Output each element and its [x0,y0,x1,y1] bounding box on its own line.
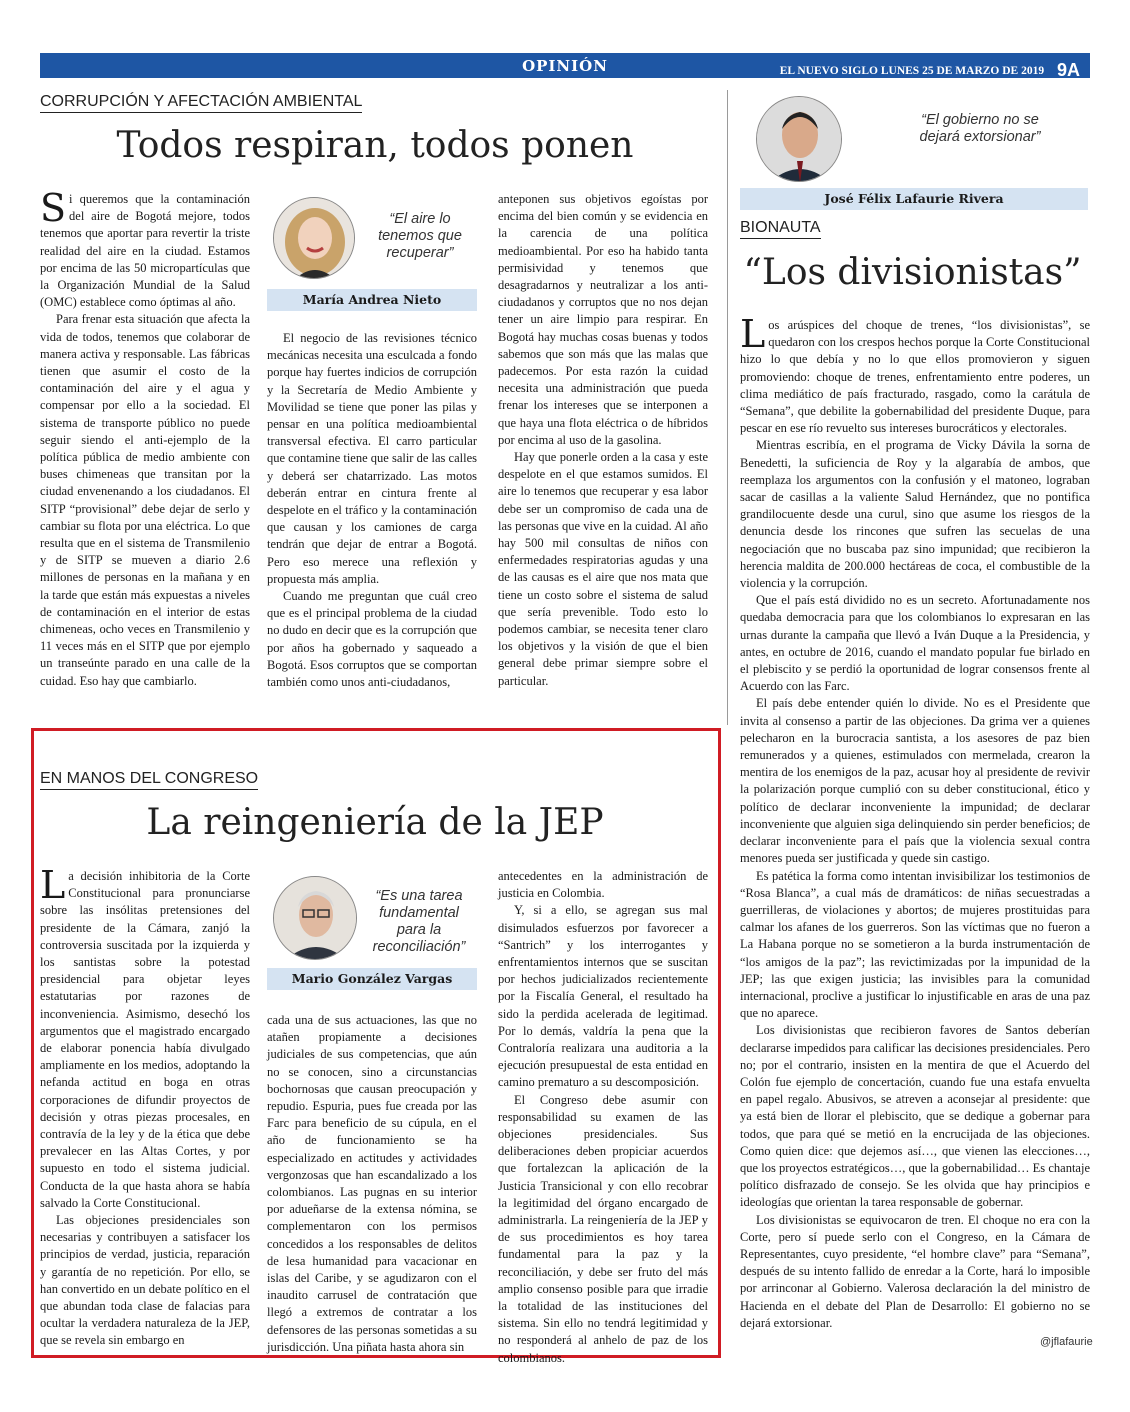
article1-author-box [267,193,477,311]
article2-paragraph: Los divisionistas se equivocaron de tren. El choque no era con la Corte, pero sí puede serlo con el Congreso, en la Cámara de Representantes, cuyo presidente, “el hombre clave” para “Semana”, después de su intento fallido de enredar a la Corte, hará lo imposible por arrinconar al Gobierno. Valerosa declaración la del ministro de Hacienda en el debate del Plan de Desarrollo: El gobierno no se dejará extorsionar. [740,1212,1090,1330]
article3-kicker: EN MANOS DEL CONGRESO [40,770,258,790]
article2-paragraph: El país debe entender quién lo divide. No es el Presidente que invita al consenso a partir de las objeciones. Da grima ver a quienes pelecharon en la burocracia santista, a los asesores de paz bien remunerados y a quienes, estimulados con mermelada, crearon la mentira de los enemigos de la paz, acusar hoy al presidente de revivir la polarización porque cumplió con su deber constitucional, ético y político de declarar inconveniente la impunidad; de declarar inconveniente que alguien siga delinquiendo sin perder beneficios; de declarar inconveniente para el país que la violencia sexual contra menores pueda ser justificada y quede sin castigo. [740,696,1090,866]
article3-paragraph: Las objeciones presidenciales son necesarias y contribuyen a satisfacer los principios de verdad, justicia, reparación y garantía de no repetición. Por ello, se han convertido en un debate político en el que abundan toda clase de falacias para ocultar la verdadera naturaleza de la JEP, que se revela sin embargo en [40,1213,250,1348]
dropcap: L [40,863,66,907]
pull-quote: “El gobierno no se dejará extorsionar” [919,112,1041,145]
article3-headline: La reingeniería de la JEP [146,802,604,843]
article2-headline: “Los divisionistas” [743,252,1082,293]
author-photo [273,197,355,279]
article2-paragraph: Mientras escribía, en el programa de Vicky Dávila la sorna de Benedetti, la suficiencia de Roy y la algarabía de ambos, que reemplaza los argumentos con la confusión y el matoneo, lograban sacar de casillas a la valiente Salud Hernández, que no pontifica grandilocuente desde una curul, sino que asume los riesgos de la denuncia desde los rincones que sufren las secuelas de una negociación que no buscaba paz sino impunidad; que recibieron la herencia maldita de 200.000 hectáreas de coca, el combustible de la violencia y la corrupción. [740,438,1090,591]
article2-body [740,312,1090,1332]
article1-headline: Todos respiran, todos ponen [116,125,634,166]
article3-paragraph: antecedentes en la administración de justicia en Colombia. [498,869,708,901]
pull-quote: “Es una tarea fundamental para la reconciliación” [372,888,466,955]
column-divider [727,90,728,725]
article3-paragraph: Y, si a ello, se agregan sus mal disimulados esfuerzos por favorecer a “Santrich” y los interrogantes y enfrentamientos internos que se suscitan por hechos judicializados recientemente por la Fiscalía General, el resultado ha sido la perdida acelerada de legitimad. Por lo demás, valdría la pena que la Contraloría realizara una auditoria a la ejecución presupuestal de esta entidad en camino prematuro a su descomposición. [498,903,708,1090]
article1-paragraph: anteponen sus objetivos egoístas por encima del bien común y se evidencia en la carencia de una política medioambiental. Por eso ha habido tanta permisividad y tenemos que desagradarnos y neutralizar a los anti-ciudadanos y corruptos que no nos dejan tener un aire limpio para respirar. En Bogotá hay muchas cosas buenas y todos sabemos que son más que las malas que padecemos. Por esta razón la cuidad necesita una administración que pueda frenar los intereses que se interponen a que haya una flota eléctrica o de híbridos por encima al uso de la gasolina. [498,192,708,447]
article1-kicker: CORRUPCIÓN Y AFECTACIÓN AMBIENTAL [40,93,362,113]
article2-paragraph: Es patética la forma como intentan invisibilizar los testimonios de “Rosa Blanca”, a cual más de dramáticos: de niñas secuestradas a guerrilleras, de violaciones y abortos; de mujeres prostituidas para calmar los afanes de los guerreros. Son las víctimas que no fueron a La Habana porque no se sometieron a la burda instrumentación de “los amigos de la paz”; las revictimizadas por la impunidad de la JEP; las que exigen justicia; las invisibles para la comunidad internacional, proclive a justificar lo injustificable en aras de una paz que no aparece. [740,868,1090,1021]
author-photo [756,96,842,182]
article3-column-3 [498,868,708,1367]
author-photo [273,876,357,960]
author-name: José Félix Lafaurie Rivera [740,188,1088,210]
article2-paragraph: Que el país está dividido no es un secreto. Afortunadamente nos quedaba democracia para que los colombianos lo expresaran en las urnas durante la campaña que llevó a Iván Duque a la Presidencia, y antes, en octubre de 2016, cuando el mandato popular fue birlado en el plebiscito y se perdió la oportunidad de lograr consensos frente al Acuerdo con las Farc. [740,593,1090,694]
article1-column-2 [267,330,477,691]
dropcap: S [40,186,67,230]
article2-paragraph: Los divisionistas que recibieron favores de Santos deberían declararse impedidos para calificar las decisiones presidenciales. Pero no; por el contrario, insisten en la mentira de que el Acuerdo del Colón fue ejemplo de concertación, cuando fue una estafa envuelta en papel regalo. Abusivos, se atreven a aconsejar al presidente: que ya está bien de llorar el plebiscito, que se dedique a gobernar para todos, que para qué se metió en la encrucijada de las objeciones. Como quien dice: que dejemos así…, que vienen las elecciones…, que los proyectos estratégicos…, que la gobernabilidad… Es chantaje político disfrazado de consejo. Se les olvida que hay principios e ideologías que orientan la tarea responsable de gobernar. [740,1023,1090,1210]
article2-author-box [740,92,1088,210]
masthead-info [780,58,1080,79]
article1-paragraph: Para frenar esta situación que afecta la vida de todos, tenemos que colaborar de manera activa y responsable. Las fábricas tienen que asumir el costo de la contaminación del aire y el agua y compensar por ello a la sociedad. El sistema de transporte público no puede seguir siendo el anti-ejemplo de la política pública de medio ambiente con buses chimeneas que transitan por la ciudad envenenando a los ciudadanos. El SITP “provisional” debe dejar de serlo y cambiar su flota por una eléctrica. Lo que resulta que en el sistema de Transmilenio y de SITP se mueven a diario 2.6 millones de personas en la mañana y en la tarde que están más expuestas a niveles de contaminación en el interior de estas chimeneas, ocho veces en Transmilenio y 11 veces más en el SITP que por ejemplo un transeúnte parado en una calle de la cuidad. Eso hay que cambiarlo. [40,312,250,688]
article3-paragraph: El Congreso debe asumir con responsabilidad su examen de las objeciones presidenciales. Sus deliberaciones deben propiciar acuerdos que fortalezcan la aplicación de la Justicia Transicional y con ello recobrar la legitimidad del órgano encargado de administrarla. La reingeniería de la JEP y de sus procedimientos es hoy tarea fundamental para la paz y la reconciliación, y debe ser fruto del más amplio consenso posible para que irradie la totalidad de las instituciones del sistema. Sin ello no tendrá legitimidad y no responderá al anhelo de paz de los colombianos. [498,1092,708,1365]
article1-paragraph: Hay que ponerle orden a la casa y este despelote en el que estamos sumidos. El aire lo tenemos que recuperar y esa labor debe ser un compromiso de cada una de las personas que vive en la cuidad. Al año hay 500 mil consultas de niños con enfermedades respiratorias agudas y una de las causas es el aire que nos mata que tiene un costo sobre el sistema de salud que sería prevenible. Todo esto lo podemos cambiar, se necesita tener claro los objetivos y la visión de que el bien general debe primar siempre sobre el particular. [498,450,708,688]
twitter-handle: @jflafaurie [1040,1336,1093,1348]
article2-paragraph: Los arúspices del choque de trenes, “los divisionistas”, se quedaron con los crespos hechos porque la Corte Constitucional hizo lo que debía y no lo que ellos promovieron y siguen promoviendo: choque de trenes, enfrentamiento entre poderes, un clima mediático de país fracturado, rasgado, como la carátula de “Semana”, que debilite la gobernabilidad del presidente Duque, para pescar en ese río revuelto sus intereses burocráticos y electorales. [740,312,1090,436]
pull-quote: “El aire lo tenemos que recuperar” [378,211,462,261]
author-name: Mario González Vargas [267,968,477,990]
article1-paragraph: Cuando me preguntan que cuál creo que es el principal problema de la ciudad no dudo en decir que es la corrupción que por años ha gobernado y saqueado a Bogotá. Esos corruptos que se comportan también como unos anti-ciudadanos, [267,589,477,690]
article3-column-1 [40,863,250,1350]
article1-paragraph: Si queremos que la contaminación del aire de Bogotá mejore, todos tenemos que aportar para revertir la triste realidad del aire en la ciudad. Estamos por encima de las 50 micropartículas que la Organización Mundial de la Salud (OMC) establece como óptimas al año. [40,186,250,310]
section-name: OPINIÓN [522,57,608,75]
article1-column-3 [498,191,708,690]
article3-paragraph: La decisión inhibitoria de la Corte Constitucional para pronunciarse sobre las insólitas pretensiones del presidente de la Cámara, zanjó la controversia suscitada por la izquierda y los santistas sobre la potestad presidencial para objetar leyes estatutarias por razones de inconveniencia. Asimismo, desechó los argumentos que el magistrado encargado de elaborar ponencia había divulgado ampliamente en los medios, adoptando la nefanda actitud en boga en otras corporaciones de difundir proyectos de decisión y otras piezas procesales, en contravía de la ley y de la ética que debe prevalecer en las Altas Cortes, y por supuesto en todo el sistema judicial. Conducta de la que hasta ahora se había salvado la Corte Constitucional. [40,863,250,1210]
article3-author-box [267,868,477,990]
issue-date: LUNES 25 DE MARZO DE 2019 [880,65,1045,77]
article1-paragraph: El negocio de las revisiones técnico mecánicas necesita una esculcada a fondo porque hay fuertes indicios de corrupción y la Secretaría de Medio Ambiente y Movilidad se tiene que poner las pilas y pensar en una política medioambiental transversal efectiva. El carro particular que contamine tiene que salir de las calles y deberá ser chatarrizado. Las motos deberán entrar en cintura frente al despelote en el tráfico y la contaminación que causan y los camiones de carga tendrán que dejar de entrar a Bogotá. Pero eso merece una reflexión y propuesta más amplia. [267,331,477,586]
article1-column-1 [40,186,250,690]
masthead-name: EL NUEVO SIGLO [779,65,878,77]
section-header-bar [40,53,1090,78]
dropcap: L [740,312,766,356]
article3-column-2 [267,1012,477,1356]
page-number: 9A [1056,60,1080,80]
article2-kicker: BIONAUTA [740,219,821,239]
author-name: María Andrea Nieto [267,289,477,311]
article3-paragraph: cada una de sus actuaciones, las que no atañen propiamente a decisiones judiciales de sus competencias, que aún no se conocen, sino a circunstancias bochornosas que causan preocupación y repudio. Espuria, pues fue creada por las Farc para beneficio de su cúpula, en el año de funcionamiento se ha especializado en actitudes y actividades vergonzosas que han escandalizado a los colombianos. Las pugnas en su interior por adueñarse de la extensa nómina, se complementaron con los permisos concedidos a los responsables de delitos de lesa humanidad para vacacionar en islas del Caribe, y se agudizaron con el inaudito carrusel de contratación que llegó a extremos de contratar a los defensores de las personas sometidas a su jurisdicción. Una piñata hasta ahora sin [267,1013,477,1354]
